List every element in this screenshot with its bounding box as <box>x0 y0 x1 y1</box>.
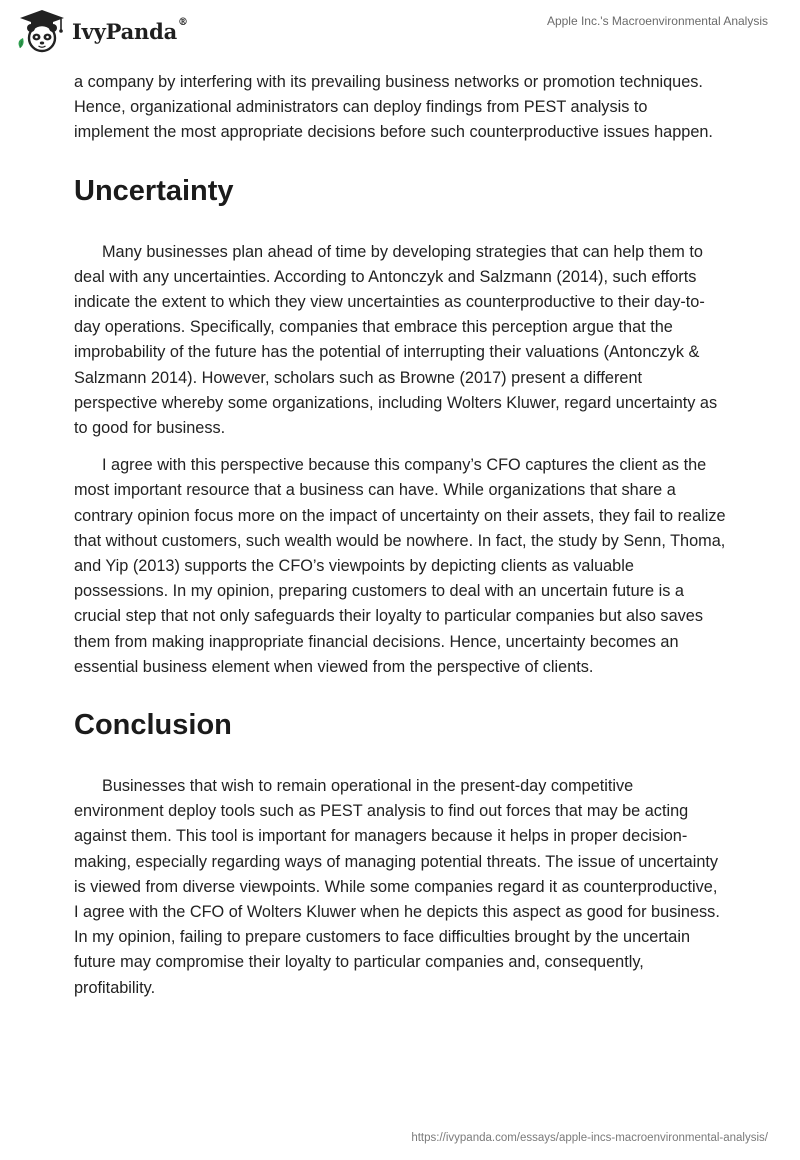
uncertainty-paragraph-1: Many businesses plan ahead of time by developing strategies that can help them to deal with any uncertainties. According to Antonczyk and Salzmann (2014), such efforts indicate the extent to which they view uncertainties as counterproductive to their day-to-day operations. Specifically, companies that embrace this perception argue that the improbability of the future has the potential of interrupting their valuations (Antonczyk & Salzmann 2014). However, scholars such as Browne (2017) present a different perspective whereby some organizations, including Wolters Kluwer, regard uncertainty as to good for business. <box>74 242 718 438</box>
intro-paragraph: a company by interfering with its prevailing business networks or promotion techniques. Hence, organizational administrators can deploy findings from PEST analysis to implement the most appropriate decisions before such counterproductive issues happen. <box>74 73 713 142</box>
brand-name: IvyPanda® <box>72 16 188 44</box>
section-heading-conclusion: Conclusion <box>74 709 232 742</box>
essay-content <box>74 70 726 1001</box>
page-header <box>0 0 800 64</box>
panda-graduate-icon <box>14 8 70 54</box>
conclusion-paragraph: Businesses that wish to remain operational in the present-day competitive environment deploy tools such as PEST analysis to find out forces that may be acting against them. This tool is important for managers because it helps in proper decision-making, especially regarding ways of managing potential threats. The issue of uncertainty is viewed from diverse viewpoints. While some companies regard it as counterproductive, I agree with the CFO of Wolters Kluwer when he depicts this aspect as good for business. In my opinion, failing to prepare customers to face difficulties brought by the uncertain future may compromise their loyalty to particular companies and, consequently, profitability. <box>74 777 720 997</box>
document-title: Apple Inc.'s Macroenvironmental Analysis <box>546 14 768 28</box>
uncertainty-paragraph-2: I agree with this perspective because this company’s CFO captures the client as the most important resource that a business can have. While organizations that share a contrary opinion focus more on the impact of uncertainty on their assets, they fail to realize that without customers, such wealth would be nowhere. In fact, the study by Senn, Thoma, and Yip (2013) supports the CFO’s viewpoints by depicting clients as valuable possessions. In my opinion, preparing customers to deal with an uncertain future is a crucial step that not only safeguards their loyalty to particular companies but also saves them from making inappropriate financial decisions. Hence, uncertainty becomes an essential business element when viewed from the perspective of clients. <box>74 456 726 676</box>
ivypanda-logo[interactable] <box>14 8 188 54</box>
section-heading-uncertainty: Uncertainty <box>74 174 234 207</box>
source-url-link[interactable]: https://ivypanda.com/essays/apple-incs-macroenvironmental-analysis/ <box>411 1132 768 1144</box>
